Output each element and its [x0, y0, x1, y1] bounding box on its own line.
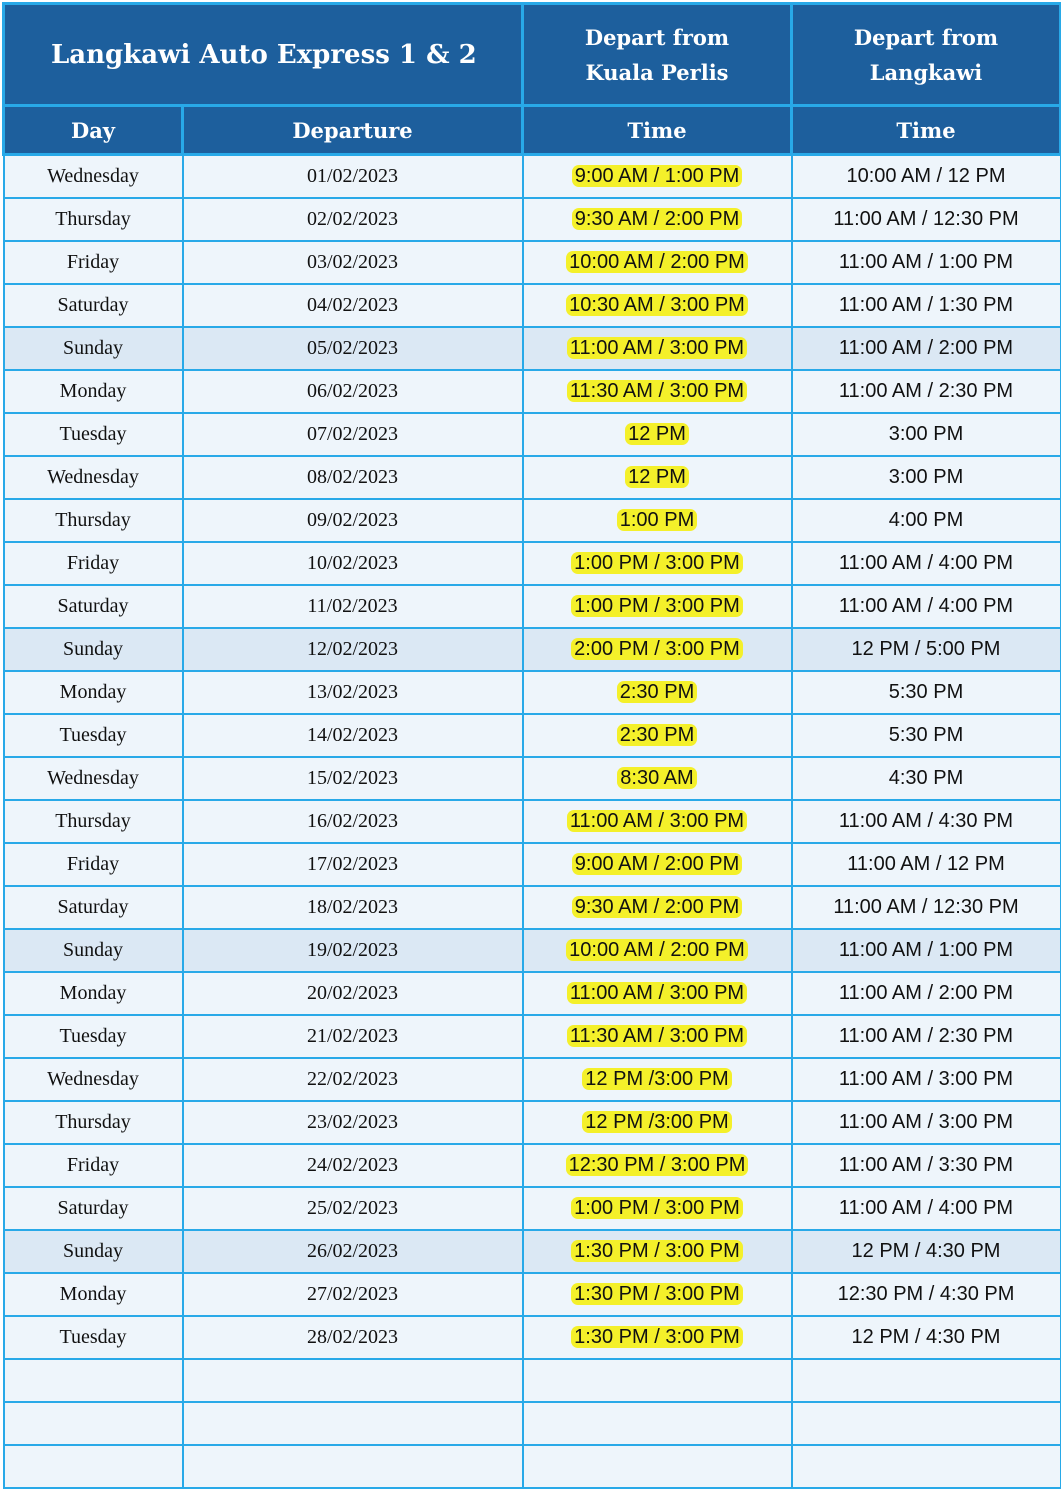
day-cell: Saturday [4, 284, 183, 327]
kuala-perlis-time-cell [523, 1316, 792, 1359]
departure-date-cell: 01/02/2023 [183, 155, 523, 199]
departure-date-cell: 17/02/2023 [183, 843, 523, 886]
schedule-body [4, 155, 1061, 1489]
table-row [4, 886, 1061, 929]
kuala-perlis-time-cell [523, 1187, 792, 1230]
day-cell: Saturday [4, 886, 183, 929]
langkawi-time-cell: 11:00 AM / 4:30 PM [792, 800, 1061, 843]
langkawi-time-cell: 11:00 AM / 2:30 PM [792, 1015, 1061, 1058]
kuala-perlis-time-cell [523, 241, 792, 284]
langkawi-time-cell: 11:00 AM / 12 PM [792, 843, 1061, 886]
highlighted-time: 12 PM /3:00 PM [582, 1111, 731, 1133]
departure-date-cell: 24/02/2023 [183, 1144, 523, 1187]
highlighted-time: 9:00 AM / 2:00 PM [572, 853, 743, 875]
table-row [4, 327, 1061, 370]
kuala-perlis-time-cell [523, 929, 792, 972]
langkawi-time-cell: 11:00 AM / 12:30 PM [792, 198, 1061, 241]
departure-date-cell: 09/02/2023 [183, 499, 523, 542]
table-row [4, 456, 1061, 499]
empty-cell [792, 1445, 1061, 1488]
day-cell: Thursday [4, 800, 183, 843]
highlighted-time: 11:00 AM / 3:00 PM [567, 810, 747, 832]
kuala-perlis-time-cell [523, 198, 792, 241]
empty-cell [183, 1359, 523, 1402]
column-header-time-lk: Time [792, 106, 1061, 155]
departure-date-cell: 22/02/2023 [183, 1058, 523, 1101]
highlighted-time: 11:30 AM / 3:00 PM [567, 1025, 747, 1047]
departure-date-cell: 25/02/2023 [183, 1187, 523, 1230]
langkawi-time-cell: 4:30 PM [792, 757, 1061, 800]
kuala-perlis-time-cell [523, 1058, 792, 1101]
departure-date-cell: 19/02/2023 [183, 929, 523, 972]
departure-date-cell: 23/02/2023 [183, 1101, 523, 1144]
table-row [4, 757, 1061, 800]
empty-cell [523, 1402, 792, 1445]
kuala-perlis-time-cell [523, 499, 792, 542]
departure-date-cell: 15/02/2023 [183, 757, 523, 800]
day-cell: Tuesday [4, 1015, 183, 1058]
langkawi-time-cell: 12 PM / 5:00 PM [792, 628, 1061, 671]
langkawi-time-cell: 4:00 PM [792, 499, 1061, 542]
highlighted-time: 8:30 AM [617, 767, 696, 789]
table-row [4, 542, 1061, 585]
kuala-perlis-time-cell [523, 1273, 792, 1316]
langkawi-time-cell: 5:30 PM [792, 671, 1061, 714]
kuala-perlis-time-cell [523, 327, 792, 370]
column-header-time-kp: Time [523, 106, 792, 155]
depart-kuala-perlis-header [523, 4, 792, 106]
langkawi-time-cell: 11:00 AM / 3:30 PM [792, 1144, 1061, 1187]
kuala-perlis-time-cell [523, 1101, 792, 1144]
kuala-perlis-time-cell [523, 714, 792, 757]
highlighted-time: 1:30 PM / 3:00 PM [571, 1283, 743, 1305]
departure-date-cell: 06/02/2023 [183, 370, 523, 413]
empty-cell [792, 1402, 1061, 1445]
departure-date-cell: 05/02/2023 [183, 327, 523, 370]
day-cell: Friday [4, 843, 183, 886]
empty-row [4, 1445, 1061, 1488]
day-cell: Tuesday [4, 1316, 183, 1359]
schedule-title: Langkawi Auto Express 1 & 2 [4, 4, 523, 106]
langkawi-time-cell: 11:00 AM / 2:00 PM [792, 327, 1061, 370]
day-cell: Thursday [4, 499, 183, 542]
kuala-perlis-time-cell [523, 1015, 792, 1058]
empty-cell [523, 1359, 792, 1402]
langkawi-time-cell: 11:00 AM / 1:30 PM [792, 284, 1061, 327]
langkawi-time-cell: 11:00 AM / 4:00 PM [792, 585, 1061, 628]
day-cell: Monday [4, 671, 183, 714]
table-row [4, 155, 1061, 199]
highlighted-time: 10:00 AM / 2:00 PM [566, 251, 748, 273]
langkawi-time-cell: 12 PM / 4:30 PM [792, 1230, 1061, 1273]
day-cell: Wednesday [4, 757, 183, 800]
day-cell: Wednesday [4, 456, 183, 499]
kuala-perlis-time-cell [523, 757, 792, 800]
table-row [4, 671, 1061, 714]
langkawi-time-cell: 11:00 AM / 4:00 PM [792, 1187, 1061, 1230]
table-row [4, 800, 1061, 843]
table-row [4, 843, 1061, 886]
kuala-perlis-time-cell [523, 284, 792, 327]
highlighted-time: 10:30 AM / 3:00 PM [566, 294, 748, 316]
day-cell: Saturday [4, 585, 183, 628]
langkawi-time-cell: 5:30 PM [792, 714, 1061, 757]
langkawi-time-cell: 11:00 AM / 3:00 PM [792, 1058, 1061, 1101]
day-cell: Wednesday [4, 1058, 183, 1101]
table-row [4, 499, 1061, 542]
highlighted-time: 1:30 PM / 3:00 PM [571, 1326, 743, 1348]
table-row [4, 972, 1061, 1015]
langkawi-time-cell: 11:00 AM / 2:00 PM [792, 972, 1061, 1015]
table-row [4, 929, 1061, 972]
day-cell: Sunday [4, 628, 183, 671]
day-cell: Saturday [4, 1187, 183, 1230]
day-cell: Sunday [4, 1230, 183, 1273]
depart-kp-line1: Depart from [584, 24, 730, 50]
table-row [4, 1101, 1061, 1144]
empty-cell [4, 1445, 183, 1488]
ferry-schedule-table [2, 2, 1061, 1489]
langkawi-time-cell: 12:30 PM / 4:30 PM [792, 1273, 1061, 1316]
column-header-departure: Departure [183, 106, 523, 155]
empty-row [4, 1402, 1061, 1445]
kuala-perlis-time-cell [523, 155, 792, 199]
kuala-perlis-time-cell [523, 843, 792, 886]
highlighted-time: 10:00 AM / 2:00 PM [566, 939, 748, 961]
empty-cell [4, 1402, 183, 1445]
empty-cell [523, 1445, 792, 1488]
table-row [4, 198, 1061, 241]
departure-date-cell: 02/02/2023 [183, 198, 523, 241]
langkawi-time-cell: 10:00 AM / 12 PM [792, 155, 1061, 199]
highlighted-time: 11:00 AM / 3:00 PM [567, 982, 747, 1004]
table-row [4, 1187, 1061, 1230]
table-row [4, 628, 1061, 671]
departure-date-cell: 16/02/2023 [183, 800, 523, 843]
header-row [4, 4, 1061, 106]
depart-lk-line2: Langkawi [869, 59, 983, 85]
langkawi-time-cell: 11:00 AM / 1:00 PM [792, 241, 1061, 284]
depart-langkawi-header [792, 4, 1061, 106]
departure-date-cell: 27/02/2023 [183, 1273, 523, 1316]
departure-date-cell: 07/02/2023 [183, 413, 523, 456]
column-header-row [4, 106, 1061, 155]
empty-cell [792, 1359, 1061, 1402]
kuala-perlis-time-cell [523, 456, 792, 499]
departure-date-cell: 28/02/2023 [183, 1316, 523, 1359]
table-row [4, 413, 1061, 456]
highlighted-time: 2:00 PM / 3:00 PM [571, 638, 743, 660]
langkawi-time-cell: 11:00 AM / 1:00 PM [792, 929, 1061, 972]
day-cell: Wednesday [4, 155, 183, 199]
departure-date-cell: 10/02/2023 [183, 542, 523, 585]
highlighted-time: 9:00 AM / 1:00 PM [572, 165, 743, 187]
depart-kp-line2: Kuala Perlis [585, 59, 729, 85]
day-cell: Monday [4, 1273, 183, 1316]
table-row [4, 1316, 1061, 1359]
kuala-perlis-time-cell [523, 1144, 792, 1187]
highlighted-time: 1:00 PM / 3:00 PM [571, 595, 743, 617]
day-cell: Sunday [4, 327, 183, 370]
kuala-perlis-time-cell [523, 800, 792, 843]
langkawi-time-cell: 3:00 PM [792, 456, 1061, 499]
langkawi-time-cell: 3:00 PM [792, 413, 1061, 456]
kuala-perlis-time-cell [523, 886, 792, 929]
empty-row [4, 1359, 1061, 1402]
departure-date-cell: 04/02/2023 [183, 284, 523, 327]
highlighted-time: 1:00 PM / 3:00 PM [571, 552, 743, 574]
table-row [4, 241, 1061, 284]
langkawi-time-cell: 11:00 AM / 3:00 PM [792, 1101, 1061, 1144]
departure-date-cell: 03/02/2023 [183, 241, 523, 284]
day-cell: Monday [4, 972, 183, 1015]
kuala-perlis-time-cell [523, 671, 792, 714]
departure-date-cell: 18/02/2023 [183, 886, 523, 929]
day-cell: Thursday [4, 1101, 183, 1144]
highlighted-time: 2:30 PM [617, 681, 697, 703]
depart-lk-line1: Depart from [853, 24, 999, 50]
langkawi-time-cell: 11:00 AM / 2:30 PM [792, 370, 1061, 413]
day-cell: Monday [4, 370, 183, 413]
kuala-perlis-time-cell [523, 628, 792, 671]
column-header-day: Day [4, 106, 183, 155]
highlighted-time: 1:00 PM [617, 509, 697, 531]
day-cell: Tuesday [4, 413, 183, 456]
departure-date-cell: 14/02/2023 [183, 714, 523, 757]
kuala-perlis-time-cell [523, 1230, 792, 1273]
table-row [4, 1015, 1061, 1058]
kuala-perlis-time-cell [523, 585, 792, 628]
table-row [4, 1144, 1061, 1187]
departure-date-cell: 12/02/2023 [183, 628, 523, 671]
empty-cell [183, 1402, 523, 1445]
highlighted-time: 12 PM /3:00 PM [582, 1068, 731, 1090]
table-row [4, 1230, 1061, 1273]
day-cell: Friday [4, 542, 183, 585]
day-cell: Thursday [4, 198, 183, 241]
table-row [4, 1273, 1061, 1316]
departure-date-cell: 20/02/2023 [183, 972, 523, 1015]
day-cell: Friday [4, 1144, 183, 1187]
highlighted-time: 1:00 PM / 3:00 PM [571, 1197, 743, 1219]
highlighted-time: 9:30 AM / 2:00 PM [572, 208, 743, 230]
kuala-perlis-time-cell [523, 413, 792, 456]
kuala-perlis-time-cell [523, 370, 792, 413]
departure-date-cell: 13/02/2023 [183, 671, 523, 714]
departure-date-cell: 26/02/2023 [183, 1230, 523, 1273]
langkawi-time-cell: 11:00 AM / 4:00 PM [792, 542, 1061, 585]
table-row [4, 370, 1061, 413]
highlighted-time: 2:30 PM [617, 724, 697, 746]
table-row [4, 284, 1061, 327]
kuala-perlis-time-cell [523, 972, 792, 1015]
table-row [4, 585, 1061, 628]
highlighted-time: 1:30 PM / 3:00 PM [571, 1240, 743, 1262]
empty-cell [4, 1359, 183, 1402]
day-cell: Sunday [4, 929, 183, 972]
highlighted-time: 12 PM [625, 423, 689, 445]
highlighted-time: 12:30 PM / 3:00 PM [566, 1154, 749, 1176]
empty-cell [183, 1445, 523, 1488]
table-row [4, 714, 1061, 757]
highlighted-time: 11:30 AM / 3:00 PM [567, 380, 747, 402]
highlighted-time: 11:00 AM / 3:00 PM [567, 337, 747, 359]
departure-date-cell: 08/02/2023 [183, 456, 523, 499]
departure-date-cell: 21/02/2023 [183, 1015, 523, 1058]
day-cell: Tuesday [4, 714, 183, 757]
highlighted-time: 12 PM [625, 466, 689, 488]
kuala-perlis-time-cell [523, 542, 792, 585]
highlighted-time: 9:30 AM / 2:00 PM [572, 896, 743, 918]
langkawi-time-cell: 11:00 AM / 12:30 PM [792, 886, 1061, 929]
departure-date-cell: 11/02/2023 [183, 585, 523, 628]
langkawi-time-cell: 12 PM / 4:30 PM [792, 1316, 1061, 1359]
day-cell: Friday [4, 241, 183, 284]
table-row [4, 1058, 1061, 1101]
